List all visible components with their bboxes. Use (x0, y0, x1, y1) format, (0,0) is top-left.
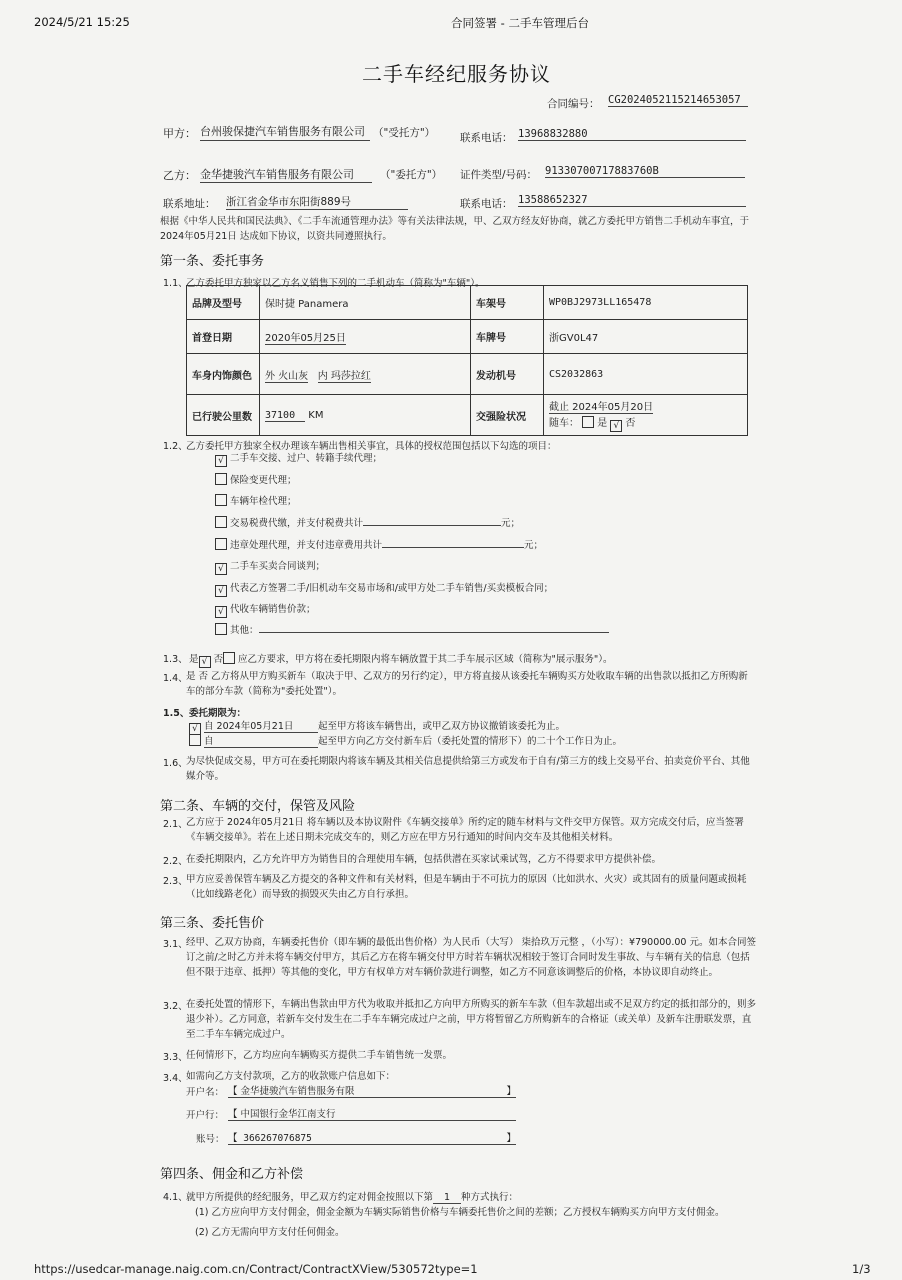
party-b-label: 乙方： (163, 169, 196, 182)
party-b-phone: 13588652327 (518, 194, 746, 207)
clause-1-2-num: 1.2、 (163, 441, 188, 452)
vehicle-table (186, 285, 748, 436)
clause-2-3: 甲方应妥善保管车辆及乙方提交的各种文件和有关材料，但是车辆由于不可抗力的原因（比如洪水、火灾）或其固有的质量问题或损耗（比如线路老化）而导致的损毁灭失由乙方自行承担。 (186, 874, 747, 900)
mileage-number: 37100 (265, 410, 305, 422)
account-no-text: 366267076875 (243, 1133, 312, 1144)
option-label-4: 违章处理代理，并支付违章费用共计 (230, 540, 383, 551)
contract-no: CG2024052115214653057 (608, 94, 748, 107)
clause-1-5-title: 委托期限为： (189, 708, 247, 719)
clause-3-4: 如需向乙方支付款项，乙方的收款账户信息如下： (186, 1071, 396, 1082)
print-page-title: 合同签署 - 二手车管理后台 (451, 16, 589, 30)
clause-1-1-num: 1.1、 (163, 278, 188, 289)
mileage-key: 已行驶公里数 (187, 395, 260, 436)
option-checkbox-4[interactable] (215, 538, 227, 550)
option-row-3 (215, 515, 520, 529)
option-row-5 (215, 558, 325, 575)
clause-4-1-num: 4.1、 (163, 1192, 188, 1203)
clause-1-4: 是 否 乙方将从甲方购买新车（取决于甲、乙双方的另行约定），甲方将直接从该委托车辆购买方处收取车辆的出售款以抵扣乙方所购新车的部分车款（简称为"委托处置"）。 (186, 671, 748, 697)
insurance-yes-label: 是 (597, 418, 608, 429)
clause-4-1-text-b: 种方式执行： (461, 1192, 519, 1203)
option-checkbox-0[interactable]: √ (215, 455, 227, 467)
option-row-6 (215, 580, 553, 597)
print-url: https://usedcar-manage.naig.com.cn/Contract/ContractXView/530572type=1 (34, 1262, 478, 1276)
option-checkbox-8[interactable] (215, 623, 227, 635)
account-name: 【 金华捷骏汽车销售服务有限 】 (228, 1083, 516, 1098)
print-page-number: 1/3 (852, 1262, 871, 1276)
other-blank[interactable] (259, 622, 609, 633)
mileage-unit: KM (308, 409, 324, 421)
clause-1-1: 乙方委托甲方独家以乙方名义销售下列的二手机动车（简称为"车辆"）。 (186, 278, 485, 289)
c13-yes-label: 是 (189, 654, 199, 665)
clause-1-4-num: 1.4、 (163, 673, 188, 684)
option-label-3: 交易税费代缴，并支付税费共计 (230, 518, 364, 529)
c13-no-label: 否 (213, 654, 224, 665)
reg-date-text: 2020年05月25日 (265, 333, 346, 344)
color-key: 车身内饰颜色 (187, 354, 260, 395)
option-row-2 (215, 493, 297, 507)
plate-key: 车牌号 (471, 320, 544, 354)
option-label-8: 其他： (230, 625, 259, 636)
clause-2-2: 在委托期限内，乙方允许甲方为销售目的合理使用车辆，包括供潜在买家试乘试驾，乙方不得要求甲方提供补偿。 (186, 854, 662, 865)
clause-3-2: 在委托处置的情形下，车辆出售款由甲方代为收取并抵扣乙方向甲方所购买的新车车款（但车款超出或不足双方约定的抵扣部分的，则多退少补）。乙方同意，若新车交付发生在二手车车辆完成过户之前，甲方将暂留乙方所购新车的合格证（或关单）及新车注册联发票，直至二手车车辆完成过户。 (186, 999, 757, 1040)
engine-key: 发动机号 (471, 354, 544, 395)
term-2-text: 起至甲方向乙方交付新车后（委托处置的情形下）的二十个工作日为止。 (318, 736, 623, 747)
vin-value: WP0BJ2973LL165478 (544, 286, 748, 320)
party-b-role: （"委托方"） (380, 169, 443, 181)
clause-1-6-num: 1.6、 (163, 758, 188, 769)
option-label-0: 二手车交接、过户、转籍手续代理； (230, 453, 383, 464)
print-datetime: 2024/5/21 15:25 (34, 15, 130, 29)
option-checkbox-6[interactable]: √ (215, 585, 227, 597)
clause-3-2-num: 3.2、 (163, 1001, 188, 1012)
contract-no-label: 合同编号： (547, 98, 600, 110)
bank-name: 【 中国银行金华江南支行 (228, 1106, 516, 1121)
color-interior: 内 玛莎拉红 (317, 370, 371, 382)
address-label: 联系地址： (163, 198, 216, 210)
color-exterior: 外 火山灰 (265, 370, 309, 382)
insurance-value (544, 395, 748, 436)
term-1-text: 起至甲方将该车辆售出，或甲乙双方协议撤销该委托为止。 (318, 721, 566, 732)
section-2-title: 第二条、车辆的交付，保管及风险 (160, 799, 356, 814)
option-label-1: 保险变更代理； (230, 475, 297, 486)
party-b-address: 浙江省金华市东阳街889号 (226, 194, 408, 210)
plate-value: 浙GV0L47 (544, 320, 748, 354)
term-1-start: 自 2024年05月21日 (204, 718, 318, 733)
party-b-name: 金华捷骏汽车销售服务有限公司 (200, 166, 372, 183)
option-checkbox-3[interactable] (215, 516, 227, 528)
insurance-no-checkbox[interactable]: √ (610, 420, 622, 432)
color-value (260, 354, 471, 395)
insurance-yes-checkbox[interactable] (582, 416, 594, 428)
clause-1-3-num: 1.3、 (163, 654, 188, 665)
option-row-7 (215, 601, 316, 618)
commission-option-1: (1) 乙方应向甲方支付佣金，佣金金额为车辆实际销售价格与车辆委托售价之间的差额；乙方授权车辆购买方向甲方支付佣金。 (195, 1207, 725, 1218)
clause-4-1-text-a: 就甲方所提供的经纪服务，甲乙双方约定对佣金按照以下第 (186, 1192, 434, 1203)
reg-date-value (260, 320, 471, 354)
reg-date-key: 首登日期 (187, 320, 260, 354)
term-2-start: 自 (204, 733, 318, 748)
option-checkbox-5[interactable]: √ (215, 563, 227, 575)
vin-key: 车架号 (471, 286, 544, 320)
party-a-phone-label: 联系电话： (460, 132, 513, 144)
tax-yuan: 元； (501, 518, 521, 529)
commission-method-number: 1 (433, 1192, 461, 1204)
clause-3-1-num: 3.1、 (163, 939, 188, 950)
intro-paragraph: 根据《中华人民共和国民法典》、《二手车流通管理办法》等有关法律法规，甲、乙双方经友好协商，就乙方委托甲方销售二手机动车事宜，于 2024年05月21日 达成如下协议，以资共同遵照执行。 (160, 216, 750, 242)
clause-3-3-num: 3.3、 (163, 1052, 188, 1063)
clause-2-2-num: 2.2、 (163, 856, 188, 867)
option-label-2: 车辆年检代理； (230, 496, 297, 507)
account-name-text: 金华捷骏汽车销售服务有限 (240, 1086, 355, 1097)
option-label-6: 代表乙方签署二手/旧机动车交易市场和/或甲方处二手车销售/买卖模板合同； (230, 583, 554, 594)
option-checkbox-7[interactable]: √ (215, 606, 227, 618)
insurance-with-car: 随车： (549, 418, 579, 429)
c13-no-checkbox[interactable] (223, 652, 235, 664)
engine-value: CS2032863 (544, 354, 748, 395)
bank-name-text: 中国银行金华江南支行 (240, 1109, 336, 1120)
party-a-name: 台州骏保捷汽车销售服务有限公司 (200, 124, 370, 141)
section-3-title: 第三条、委托售价 (160, 916, 265, 931)
clause-2-1-num: 2.1、 (163, 819, 188, 830)
document-title: 二手车经纪服务协议 (362, 62, 551, 86)
term-2-checkbox[interactable] (189, 734, 201, 746)
party-a-label: 甲方： (163, 127, 196, 140)
section-4-title: 第四条、佣金和乙方补偿 (160, 1167, 304, 1182)
id-type-label: 证件类型/号码： (460, 169, 538, 181)
account-no: 【 366267076875 】 (228, 1130, 516, 1145)
party-b-id: 91330700717883760B (545, 165, 745, 178)
mileage-value (260, 395, 471, 436)
clause-1-3 (189, 651, 613, 668)
clause-3-1: 经甲、乙双方协商，车辆委托售价（即车辆的最低出售价格）为人民币（大写） 柒拾玖万元整 ，（小写）：¥790000.00 元。如本合同签订之前/之时乙方并未将车辆交付甲方，其后乙方在将车辆交付甲方时若车辆状况相较于签订合同时发生事故、与车辆有关的信息（包括但不限于违章、抵押）等其他的变化，甲方有权单方对车辆价款进行调整，如乙方不同意该调整后的价格，本协议即自动终止。 (186, 937, 756, 978)
clause-2-3-num: 2.3、 (163, 876, 188, 887)
c13-yes-checkbox[interactable]: √ (199, 656, 211, 668)
option-checkbox-1[interactable] (215, 473, 227, 485)
clause-2-1: 乙方应于 2024年05月21日 将车辆以及本协议附件《车辆交接单》所约定的随车材料与文件交甲方保管。双方完成交付后，应当签署《车辆交接单》。若在上述日期未完成交车的，则乙方应在甲方另行通知的时间内交车及其他相关材料。 (186, 817, 744, 843)
brand-value: 保时捷 Panamera (260, 286, 471, 320)
bank-label: 开户行： (186, 1110, 225, 1121)
clause-3-4-num: 3.4、 (163, 1073, 188, 1084)
commission-option-2: (2) 乙方无需向甲方支付任何佣金。 (195, 1227, 345, 1238)
option-row-8 (215, 622, 609, 636)
clause-1-2: 乙方委托甲方独家全权办理该车辆出售相关事宜，具体的授权范围包括以下勾选的项目： (186, 441, 557, 452)
section-1-title: 第一条、委托事务 (160, 254, 265, 269)
clause-4-1 (186, 1189, 518, 1204)
tax-amount-blank[interactable] (363, 515, 501, 526)
account-no-label: 账号： (196, 1134, 225, 1145)
option-checkbox-2[interactable] (215, 494, 227, 506)
clause-1-5-num: 1.5、 (163, 708, 190, 719)
option-row-4 (215, 537, 543, 551)
insurance-expiry: 截止 2024年05月20日 (549, 398, 653, 414)
clause-3-3: 任何情形下，乙方均应向车辆购买方提供二手车销售统一发票。 (186, 1050, 453, 1061)
account-name-label: 开户名： (186, 1087, 225, 1098)
party-a-phone: 13968832880 (518, 128, 746, 141)
violation-amount-blank[interactable] (382, 537, 524, 548)
option-label-7: 代收车辆销售价款； (230, 604, 316, 615)
term-1-checkbox[interactable]: √ (189, 723, 201, 735)
option-label-5: 二手车买卖合同谈判； (230, 561, 326, 572)
term-row-2 (189, 733, 622, 748)
insurance-key: 交强险状况 (471, 395, 544, 436)
insurance-no-label: 否 (625, 418, 636, 429)
c13-text: 应乙方要求，甲方将在委托期限内将车辆放置于其二手车展示区域（简称为"展示服务"）。 (238, 654, 613, 665)
party-b-phone-label: 联系电话： (460, 198, 513, 210)
option-row-1 (215, 472, 297, 486)
brand-key: 品牌及型号 (187, 286, 260, 320)
party-a-role: （"受托方"） (373, 127, 436, 139)
option-row-0 (215, 450, 382, 467)
clause-1-6: 为尽快促成交易，甲方可在委托期限内将该车辆及其相关信息提供给第三方或发布于自有/第三方的线上交易平台、拍卖竞价平台、其他媒介等。 (186, 756, 750, 782)
violation-yuan: 元； (524, 540, 544, 551)
